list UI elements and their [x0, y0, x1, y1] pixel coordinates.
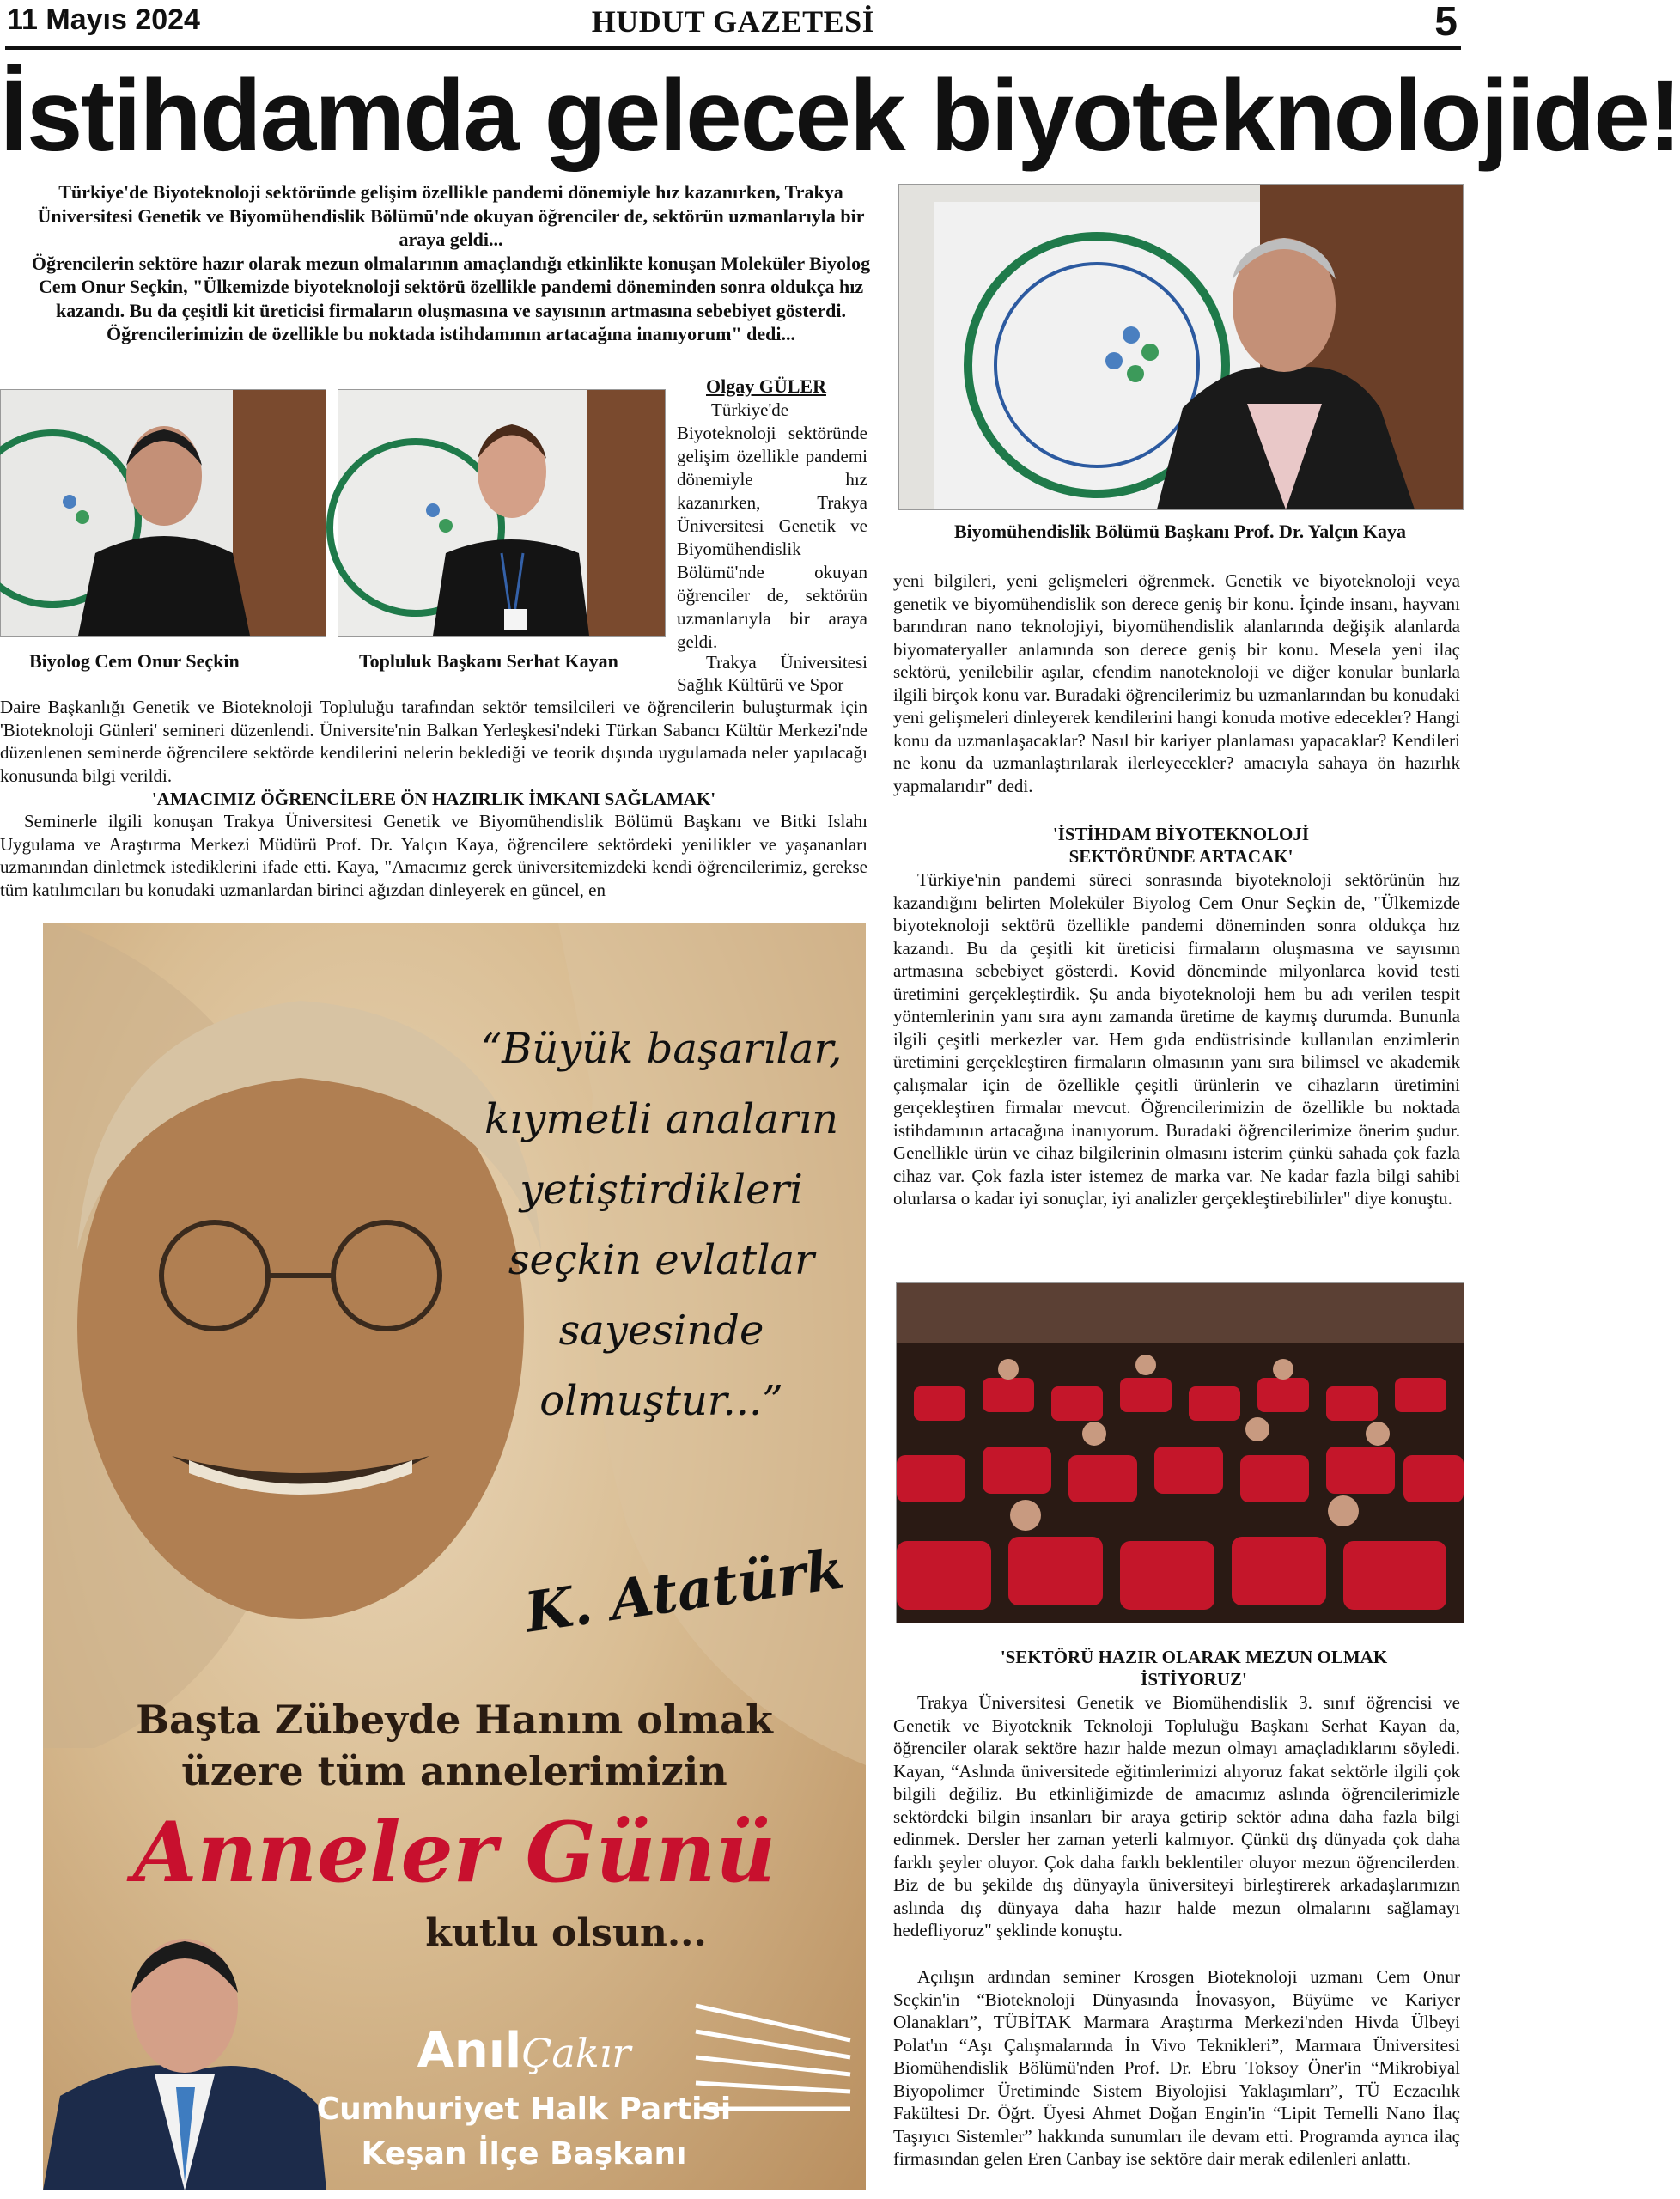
ad-name — [301, 2023, 747, 2079]
narrow-column-tail-p: Trakya Üniversitesi Sağlık Kültürü ve Spor — [677, 652, 867, 695]
caption-yalcin-kaya: Biyomühendislik Bölümü Başkanı Prof. Dr. Yalçın Kaya — [953, 521, 1407, 542]
ad-role: Keşan İlçe Başkanı — [361, 2136, 687, 2172]
ad-quote — [472, 1014, 850, 1436]
right-body-2-p: Türkiye'nin pandemi süreci sonrasında biyoteknoloji sektörünün hız kazandığını belirten Moleküler Biyolog Cem Onur Seçkin de, "Ülkemizde biyoteknoloji sektörü özellikle pandemi döneminden sonra oldukça hız kazandı. Bu da çeşitli kit üreticisi firmaların oluşmasına ve sayısının artmasına sebebiyet gösterdi. Kovid döneminde milyonlarca kovid testi üretimini gerçekleştirdik. Şu anda biyoteknoloji hem bu adı verilen tespit yöntemlerinin yanı sıra aynı zamanda üretime de kaymış durumda. Bununla ilgili çeşitli merkezler var. Hem gıda endüstrisinde kullanılan enzimlerin üretimini gerçekleştiren firmaların olmasının yanı sıra bilimsel ve akademik çalışmalar için de özellikle çeşitli ürünlerin ve cihazların üretimini gerçekleştiren firmalar mevcut. Öğrencilerimizin de özellikle bu noktada istihdamının artacağına inanıyorum. Buradaki öğrencilerimize önerim şudur. Genellikle ürün ve cihaz bilgilerinin olmasını isterim çünkü sahada çok fazla cihaz var. Çok fazla ister istemez de marka var. Ne kadar fazla bilgi sahibi olurlarsa o kadar iyi sonuçlar, iyi analizler gerçekleştirebilirler" diye konuştu. — [893, 869, 1460, 1209]
subhead-istihdam: 'İSTİHDAM BİYOTEKNOLOJİ SEKTÖRÜNDE ARTACAK' — [1052, 824, 1310, 867]
photo-cem-onur-seckin — [0, 389, 326, 637]
ad-line-3: kutlu olsun... — [425, 1911, 707, 1955]
caption-serhat-kayan: Topluluk Başkanı Serhat Kayan — [359, 650, 618, 672]
ad-quote-line-3: yetiştirdikleri — [520, 1166, 803, 1214]
lead-p1: Türkiye'de Biyoteknoloji sektöründe gelişim özellikle pandemi dönemiyle hız kazanırken, Trakya Üniversitesi Genetik ve Biyomühendislik Bölümü'nde okuyan öğrenciler de, sektörün uzmanlarıyla bir araya geldi... — [37, 181, 865, 250]
photo-cem-onur-seckin-illustration — [1, 390, 326, 636]
right-body-3 — [893, 1691, 1460, 1942]
ad-quote-line-4: seçkin evlatlar — [508, 1236, 815, 1284]
left-body-2-p: Seminerle ilgili konuşan Trakya Üniversitesi Genetik ve Biyomühendislik Bölümü Başkanı ve Bitki Islahı Uygulama ve Araştırma Merkezi Müdürü Prof. Dr. Yalçın Kaya, öğrencilere sektördeki yenilikler ve yaşananları uzmanından dinletmek istediklerini ifade etti. Kaya, "Amacımız gerek üniversitemizdeki kendi öğrencilerimiz, gerekse tüm katılımcıları bu konudaki uzmanlardan birinci ağızdan dinleyerek en güncel, en — [0, 811, 867, 900]
ad-name-first: Anıl — [417, 2023, 522, 2079]
ad-quote-line-1: “Büyük başarılar, — [480, 1025, 843, 1073]
narrow-column-p: Türkiye'de Biyoteknoloji sektöründe gelişim özellikle pandemi dönemiyle hız kazanırken, Trakya Üniversitesi Genetik ve Biyomühendislik Bölümü'nde okuyan öğrenciler de, sektörün uzmanlarıyla bir araya geldi. — [677, 399, 867, 652]
ad-line-1: Başta Zübeyde Hanım olmak — [136, 1696, 773, 1743]
photo-audience — [896, 1282, 1464, 1623]
ad-party-logo-icon — [687, 1989, 859, 2126]
photo-serhat-kayan-illustration — [338, 390, 665, 636]
left-body-1-p: Daire Başkanlığı Genetik ve Bioteknoloji Topluluğu tarafından sektör temsilcileri ve öğrencilerin buluşturmak için 'Bioteknoloji Günleri' semineri düzenlendi. Üniversite'nin Balkan Yerleşkesi'ndeki Türkan Sabancı Kültür Merkezi'nde düzenlenen seminerde öğrencilere sektörde kendilerini nelerin beklediği ve teorik dışında uygulamada neler yapılacağı konusunda bilgi verildi. — [0, 697, 867, 786]
right-body-2 — [893, 868, 1460, 1210]
caption-cem-onur-seckin: Biyolog Cem Onur Seçkin — [29, 650, 240, 672]
header-rule — [5, 46, 1461, 50]
right-body-4 — [893, 1965, 1460, 2171]
headline: İstihdamda gelecek biyoteknolojide! — [0, 59, 1680, 173]
photo-yalcin-kaya-illustration — [899, 185, 1463, 509]
byline: Olgay GÜLER — [706, 375, 826, 397]
photo-audience-illustration — [897, 1283, 1464, 1623]
lead-p2: Öğrencilerin sektöre hazır olarak mezun olmalarının amaçlandığı etkinlikte konuşan Moleküler Biyolog Cem Onur Seçkin, "Ülkemizde biyoteknoloji sektörü özellikle pandemi döneminden sonra oldukça hız kazandı. Bu da çeşitli kit üreticisi firmaların oluşmasına ve sayısının artmasına sebebiyet gösterdi. Öğrencilerimizin de özellikle bu noktada istihdamının artacağına inanıyorum" dedi... — [31, 252, 871, 344]
right-body-4-p: Açılışın ardından seminer Krosgen Bioteknoloji uzmanı Cem Onur Seçkin'in “Bioteknoloji Dünyasında İnovasyon, Büyüme ve Kariyer Olanakları”, TÜBİTAK Marmara Araştırma Merkezi'nden Hivda Ülbeyi Polat'ın “Aşı Çalışmalarında İn Vivo Teknikleri”, Marmara Üniversitesi Biomühendislik Bölümü'nden Prof. Dr. Ebru Toksoy Öner'in “Mikrobiyal Biyopolimer Üretiminde Sistem Biyolojisi Yaklaşımları”, TÜ Eczacılık Fakültesi Dr. Öğrt. Üyesi Ahmet Doğan Engin'in “Lipit Temelli Nano İlaç Taşıyıcı Sistemler” hakkında sunumları ile devam etti. Programda ayrıca ilaç firmasından gelen Eren Canbay ise sektöre dair merak edilenleri anlattı. — [893, 1966, 1460, 2169]
subhead-amacimiz: 'AMACIMIZ ÖĞRENCİLERE ÖN HAZIRLIK İMKANI SAĞLAMAK' — [151, 789, 716, 809]
mothers-day-ad — [43, 923, 866, 2190]
ad-script-title: Anneler Günü — [132, 1804, 776, 1901]
narrow-column-text — [677, 399, 867, 654]
right-body-1-p: yeni bilgileri, yeni gelişmeleri öğrenmek. Genetik ve biyoteknoloji veya genetik ve biyomühendislik son derece geniş bir konu. İçinde insanı, hayvanı barındıran nano teknolojiyi, biyomühendislik alanlarında değişik alanlarda biyomateryaller anlamında son derece geniş bir konu. Mesela yeni ilaç sektörü, yenilebilir aşılar, efendim nanoteknoloji ve diğer konular bunlarla ilgili birçok konu var. Buradaki öğrencilerimiz bu uzmanlarından bu konudaki yeni gelişmeleri dinleyerek kendilerini hangi konuda motive edecekler? Hangi konu da uzmanlaşacaklar? Nasıl bir kariyer planlaması yapacaklar? Kendileri ne konu da uzmanlaştırılarak ilerleyecekler? amacıyla sahaya ön hazırlık yapmalarıdır" dedi. — [893, 570, 1460, 796]
left-body-2 — [0, 810, 867, 901]
issue-date: 11 Mayıs 2024 — [7, 3, 200, 36]
narrow-column-tail — [677, 651, 867, 696]
page-number: 5 — [1434, 0, 1458, 45]
photo-yalcin-kaya — [898, 184, 1464, 510]
ad-signature: K. Atatürk — [520, 1537, 849, 1646]
ad-quote-line-5: sayesinde — [558, 1307, 764, 1355]
right-body-1 — [893, 570, 1460, 797]
subhead-sektoru: 'SEKTÖRÜ HAZIR OLARAK MEZUN OLMAK İSTİYORUZ' — [1000, 1647, 1388, 1690]
ad-name-last: Çakır — [521, 2030, 631, 2076]
ad-party: Cumhuriyet Halk Partisi — [316, 2092, 732, 2127]
ad-line-2: üzere tüm annelerimizin — [181, 1748, 727, 1794]
page-header — [0, 0, 1466, 45]
newspaper-name: HUDUT GAZETESİ — [591, 4, 875, 39]
lead-paragraph — [17, 180, 885, 346]
left-body-1 — [0, 696, 867, 787]
ad-quote-line-6: olmuştur...” — [539, 1377, 783, 1425]
photo-serhat-kayan — [338, 389, 666, 637]
ad-quote-line-2: kıymetli anaların — [484, 1095, 839, 1143]
right-body-3-p: Trakya Üniversitesi Genetik ve Biomühendislik 3. sınıf öğrencisi ve Genetik ve Biyoteknik Teknoloji Topluluğu Başkanı Serhat Kayan da, öğrenciler olarak sektöre hazır halde mezun olmayı amaçladıklarını söyledi. Kayan, “Aslında üniversitede eğitimlerimizi alıyoruz fakat sektörle ilgili çok bilgili değiliz. Bu etkinliğimizde de amacımız aslında öğrencilerimizle sektördeki bilgin insanları bir araya getirip sektör adına daha fazla bilgi edinmek. Dersler her zaman yeterli kalmıyor. Çünkü dış dünyada çok daha farklı şeyler oluyor. Çok daha farklı beklentiler oluyor mezun öğrencilerden. Biz de bu şekilde dış dünyayla üniversiteyi birleştirerek arkadaşlarımızın aslında dış dünyaya daha hazır halde mezun olmalarını sağlamayı hedefliyoruz" şeklinde konuştu. — [893, 1692, 1460, 1940]
